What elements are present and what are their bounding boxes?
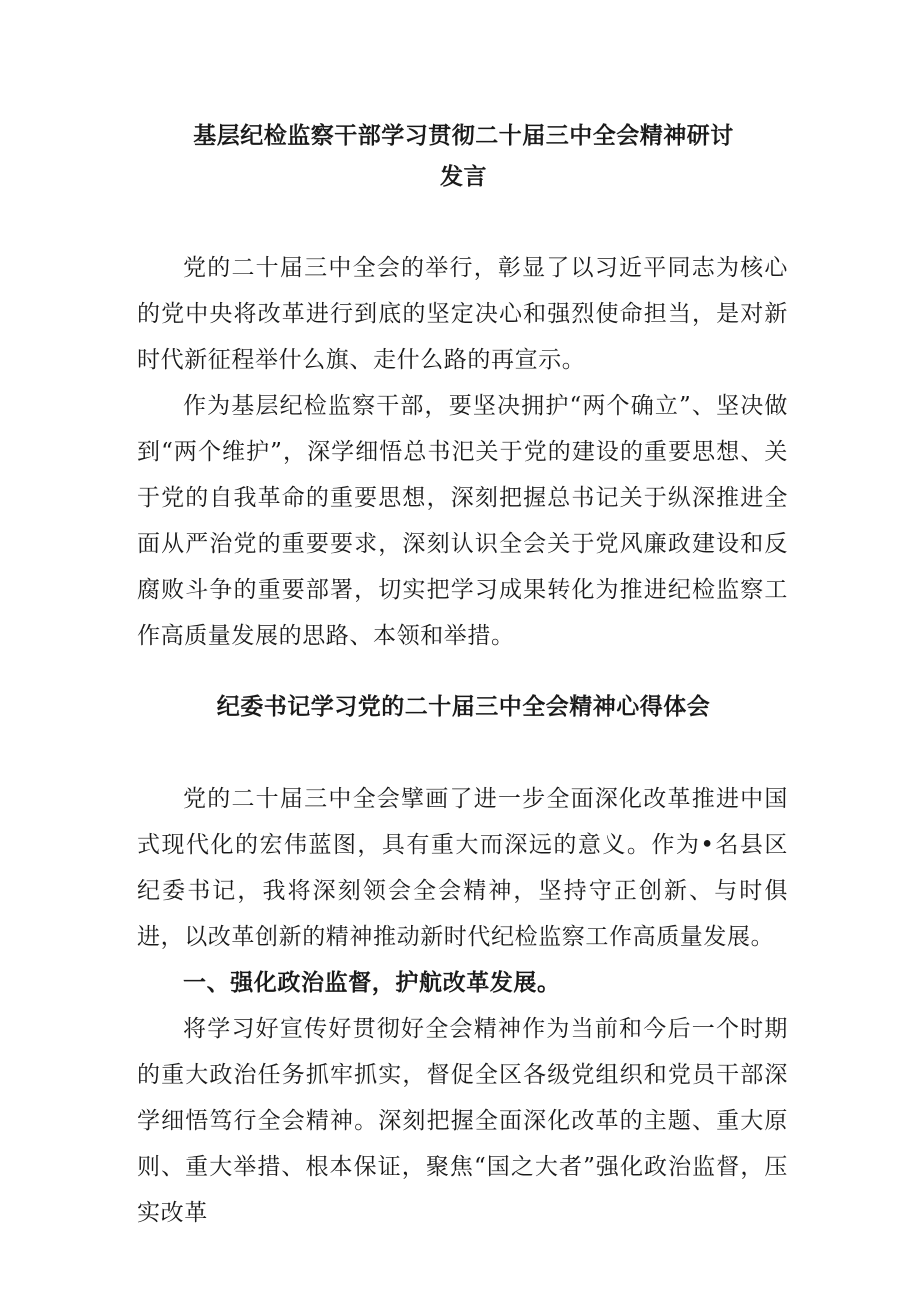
article-2-paragraph-1: 将学习好宣传好贯彻好全会精神作为当前和今后一个时期的重大政治任务抓牢抓实，督促全区各级党组织和党员干部深学细悟笃行全会精神。深刻把握全面深化改革的主题、重大原则、重大举措、根本保证，聚焦“国之大者”强化政治监督，压实改革 <box>137 1016 788 1226</box>
article-1-body <box>137 245 788 659</box>
article-1-paragraph-2: 作为基层纪检监察干部，要坚决拥护“两个确立”、坚决做到“两个维护”，深学细悟总书汜关于党的建设的重要思想、关于党的自我革命的重要思想，深刻把握总书记关于纵深推进全面从严治党的重要要求，深刻认识全会关于党风廉政建设和反腐败斗争的重要部署，切实把学习成果转化为推进纪检监察工作高质量发展的思路、本领和举措。 <box>137 393 788 649</box>
article-1-title-line-2: 发言 <box>440 163 487 190</box>
article-1-paragraph-1: 党的二十届三中全会的举行，彰显了以习近平同志为核心的党中央将改革进行到底的坚定决心和强烈使命担当，是对新时代新征程举什么旗、走什么路的再宣示。 <box>137 255 788 373</box>
article-2-heading-1: 一、强化政治监督，护航改革发展。 <box>183 969 561 996</box>
article-1-title-block <box>137 115 790 197</box>
article-2-title-block <box>137 686 790 727</box>
article-2-title: 纪委书记学习党的二十届三中全会精神心得体会 <box>216 693 711 720</box>
article-2-intro-paragraph: 党的二十届三中全会擘画了进一步全面深化改革推进中国式现代化的宏伟蓝图，具有重大而深远的意义。作为•名县区纪委书记，我将深刻领会全会精神，坚持守正创新、与时俱进，以改革创新的精神推动新时代纪检监察工作高质量发展。 <box>137 786 788 950</box>
article-2-body <box>137 776 788 1236</box>
article-1-title-line-1: 基层纪检监察干部学习贯彻二十届三中全会精神研讨 <box>193 122 734 149</box>
